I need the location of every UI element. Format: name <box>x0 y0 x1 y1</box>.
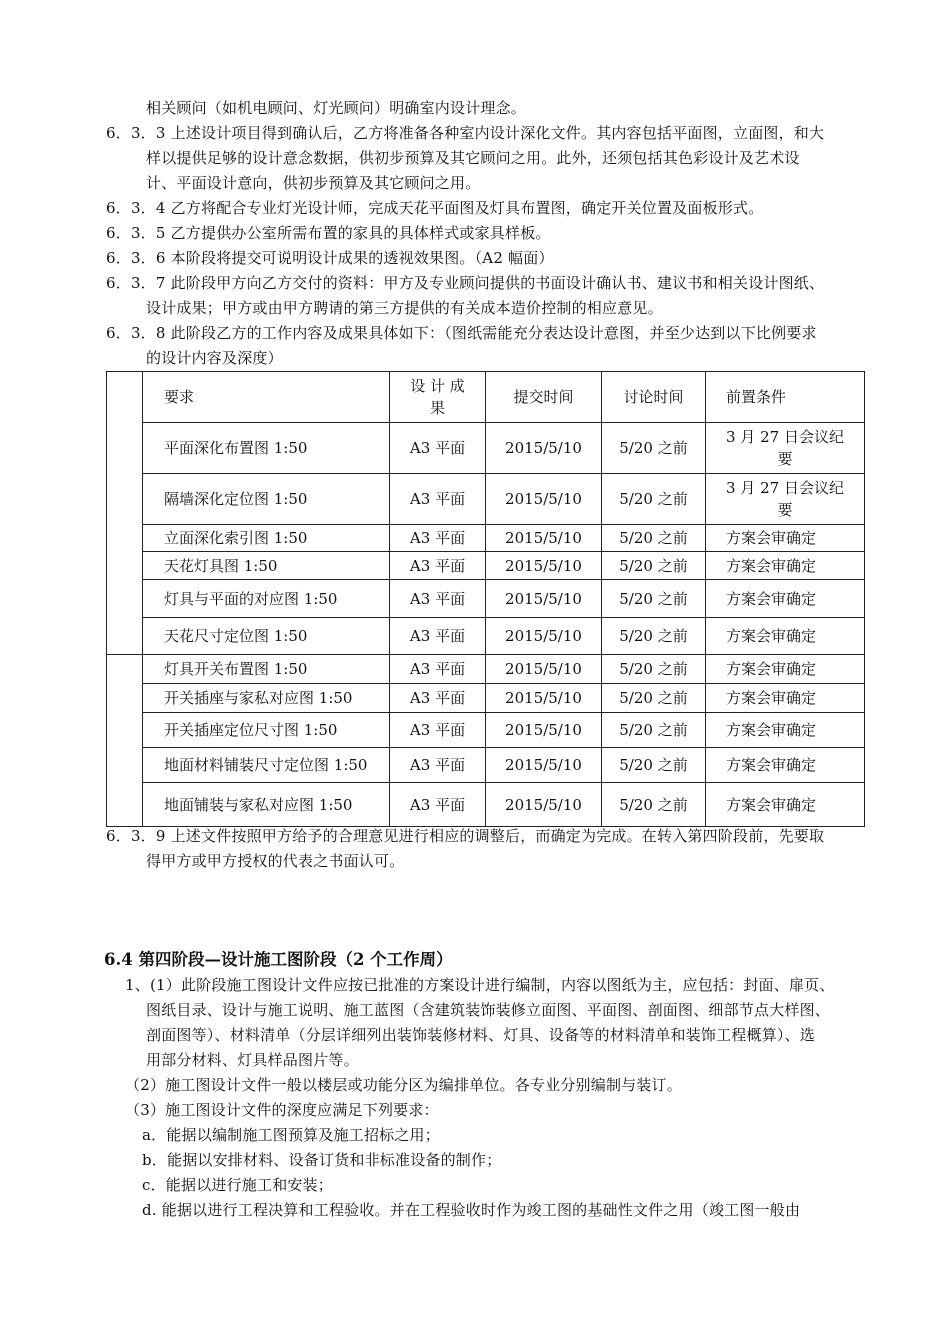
cell-submit-time: 2015/5/10 <box>486 713 602 748</box>
cell-precondition: 方案会审确定 <box>706 618 865 655</box>
table-row <box>107 713 865 748</box>
cell-requirement: 地面材料铺装尺寸定位图 1:50 <box>143 748 390 783</box>
table-header-row <box>107 372 865 423</box>
clause-6-3-8: 6．3．8 此阶段乙方的工作内容及成果具体如下：（图纸需能充分表达设计意图，并至少达到以下比例要求 <box>106 324 817 342</box>
precondition-line1: 3 月 27 日会议纪 <box>726 479 844 497</box>
table-row <box>107 580 865 618</box>
precondition-line1: 3 月 27 日会议纪 <box>726 428 844 446</box>
text-line: 1、(1）此阶段施工图设计文件应按已批准的方案设计进行编制，内容以图纸为主，应包括：封面、扉页、 <box>125 976 835 994</box>
table-row <box>107 655 865 684</box>
cell-requirement: 平面深化布置图 1:50 <box>143 423 390 474</box>
cell-submit-time: 2015/5/10 <box>486 552 602 580</box>
cell-submit-time: 2015/5/10 <box>486 618 602 655</box>
cell-result: A3 平面 <box>390 618 486 655</box>
precondition-line2: 要 <box>777 450 793 468</box>
text-line: 的设计内容及深度） <box>146 349 283 367</box>
cell-result: A3 平面 <box>390 655 486 684</box>
index-cell <box>107 372 143 655</box>
cell-requirement: 灯具与平面的对应图 1:50 <box>143 580 390 618</box>
clause-6-3-6: 6．3．6 本阶段将提交可说明设计成果的透视效果图。（A2 幅面） <box>106 249 554 267</box>
header-requirement: 要求 <box>143 372 390 423</box>
list-item: a．能据以编制施工图预算及施工招标之用； <box>142 1126 440 1144</box>
cell-precondition: 方案会审确定 <box>706 684 865 713</box>
text-line: 图纸目录、设计与施工说明、施工蓝图（含建筑装饰装修立面图、平面图、剖面图、细部节点大样图、 <box>146 1001 831 1019</box>
cell-discuss-time: 5/20 之前 <box>602 655 706 684</box>
cell-requirement: 天花灯具图 1:50 <box>143 552 390 580</box>
cell-requirement: 天花尺寸定位图 1:50 <box>143 618 390 655</box>
section-heading: 6.4 第四阶段—设计施工图阶段（2 个工作周） <box>104 950 453 969</box>
cell-precondition: 方案会审确定 <box>706 552 865 580</box>
cell-requirement: 开关插座定位尺寸图 1:50 <box>143 713 390 748</box>
cell-discuss-time: 5/20 之前 <box>602 684 706 713</box>
header-submit-time: 提交时间 <box>486 372 602 423</box>
cell-precondition: 方案会审确定 <box>706 525 865 552</box>
table-row <box>107 684 865 713</box>
cell-discuss-time: 5/20 之前 <box>602 748 706 783</box>
table-row <box>107 748 865 783</box>
clause-6-3-7: 6．3．7 此阶段甲方向乙方交付的资料：甲方及专业顾问提供的书面设计确认书、建议书和相关设计图纸、 <box>106 274 825 292</box>
clause-6-3-5: 6．3．5 乙方提供办公室所需布置的家具的具体样式或家具样板。 <box>106 224 551 242</box>
cell-precondition: 方案会审确定 <box>706 713 865 748</box>
cell-precondition <box>706 423 865 474</box>
text-line: 用部分材料、灯具样品图片等。 <box>146 1051 359 1069</box>
cell-requirement: 隔墙深化定位图 1:50 <box>143 474 390 525</box>
cell-submit-time: 2015/5/10 <box>486 580 602 618</box>
cell-discuss-time: 5/20 之前 <box>602 783 706 827</box>
table-row <box>107 783 865 827</box>
cell-result: A3 平面 <box>390 525 486 552</box>
precondition-line2: 要 <box>777 501 793 519</box>
cell-discuss-time: 5/20 之前 <box>602 525 706 552</box>
table-row <box>107 423 865 474</box>
cell-discuss-time: 5/20 之前 <box>602 552 706 580</box>
text-line: （2）施工图设计文件一般以楼层或功能分区为编排单位。各专业分别编制与装订。 <box>125 1076 682 1094</box>
cell-result: A3 平面 <box>390 748 486 783</box>
text-line: 得甲方或甲方授权的代表之书面认可。 <box>146 852 405 870</box>
cell-discuss-time: 5/20 之前 <box>602 618 706 655</box>
list-item: c．能据以进行施工和安装； <box>142 1176 334 1194</box>
cell-result: A3 平面 <box>390 474 486 525</box>
text-line: 样以提供足够的设计意念数据，供初步预算及其它顾问之用。此外，还须包括其色彩设计及艺术设 <box>146 149 800 167</box>
cell-result: A3 平面 <box>390 580 486 618</box>
cell-precondition: 方案会审确定 <box>706 783 865 827</box>
cell-requirement: 立面深化索引图 1:50 <box>143 525 390 552</box>
text-line: 剖面图等）、材料清单（分层详细列出装饰装修材料、灯具、设备等的材料清单和装饰工程概算）、选 <box>146 1026 816 1044</box>
header-result-line1: 设 计 成 <box>410 377 465 395</box>
clause-6-3-4: 6．3．4 乙方将配合专业灯光设计师，完成天花平面图及灯具布置图，确定开关位置及面板形式。 <box>106 199 764 217</box>
table-row <box>107 474 865 525</box>
cell-discuss-time: 5/20 之前 <box>602 423 706 474</box>
text-line: 相关顾问（如机电顾问、灯光顾问）明确室内设计理念。 <box>146 99 527 117</box>
cell-result: A3 平面 <box>390 552 486 580</box>
cell-precondition <box>706 474 865 525</box>
clause-6-3-3: 6．3．3 上述设计项目得到确认后，乙方将准备各种室内设计深化文件。其内容包括平面图，立面图，和大 <box>106 124 825 142</box>
cell-precondition: 方案会审确定 <box>706 748 865 783</box>
text-line: 设计成果；甲方或由甲方聘请的第三方提供的有关成本造价控制的相应意见。 <box>146 299 663 317</box>
cell-requirement: 灯具开关布置图 1:50 <box>143 655 390 684</box>
cell-result: A3 平面 <box>390 423 486 474</box>
cell-discuss-time: 5/20 之前 <box>602 580 706 618</box>
cell-submit-time: 2015/5/10 <box>486 525 602 552</box>
cell-requirement: 地面铺装与家私对应图 1:50 <box>143 783 390 827</box>
list-item: d. 能据以进行工程决算和工程验收。并在工程验收时作为竣工图的基础性文件之用（竣工图一般由 <box>142 1201 801 1219</box>
text-line: （3）施工图设计文件的深度应满足下列要求： <box>125 1101 439 1119</box>
cell-submit-time: 2015/5/10 <box>486 748 602 783</box>
cell-result: A3 平面 <box>390 713 486 748</box>
text-line: 计、平面设计意向，供初步预算及其它顾问之用。 <box>146 174 481 192</box>
clause-6-3-9: 6．3．9 上述文件按照甲方给予的合理意见进行相应的调整后，而确定为完成。在转入第四阶段前，先要取 <box>106 827 825 845</box>
cell-submit-time: 2015/5/10 <box>486 423 602 474</box>
list-item: b．能据以安排材料、设备订货和非标准设备的制作； <box>142 1151 502 1169</box>
cell-discuss-time: 5/20 之前 <box>602 474 706 525</box>
header-result <box>390 372 486 423</box>
index-cell <box>107 655 143 827</box>
table-row <box>107 618 865 655</box>
cell-submit-time: 2015/5/10 <box>486 783 602 827</box>
header-result-line2: 果 <box>429 399 445 417</box>
cell-precondition: 方案会审确定 <box>706 655 865 684</box>
cell-result: A3 平面 <box>390 684 486 713</box>
cell-submit-time: 2015/5/10 <box>486 474 602 525</box>
cell-discuss-time: 5/20 之前 <box>602 713 706 748</box>
table-row <box>107 525 865 552</box>
cell-result: A3 平面 <box>390 783 486 827</box>
table-row <box>107 552 865 580</box>
cell-submit-time: 2015/5/10 <box>486 655 602 684</box>
header-precondition: 前置条件 <box>706 372 865 423</box>
header-discuss-time: 讨论时间 <box>602 372 706 423</box>
deliverables-table <box>106 371 865 827</box>
cell-precondition: 方案会审确定 <box>706 580 865 618</box>
cell-requirement: 开关插座与家私对应图 1:50 <box>143 684 390 713</box>
cell-submit-time: 2015/5/10 <box>486 684 602 713</box>
